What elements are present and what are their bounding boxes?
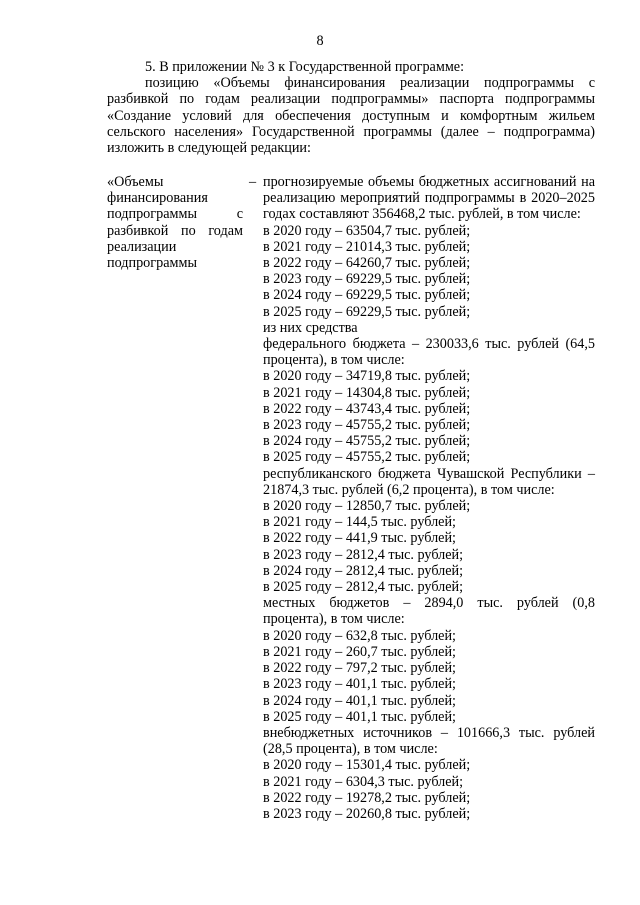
list-item: в 2023 году – 69229,5 тыс. рублей; <box>263 271 471 288</box>
position-label: «Объемы финансирования подпрограммы с разбивкой по годам реализации подпрограммы <box>107 174 243 272</box>
local-years-list <box>263 628 595 725</box>
republic-years-list <box>263 498 595 595</box>
list-item: в 2022 году – 64260,7 тыс. рублей; <box>263 255 471 272</box>
list-item: в 2020 году – 15301,4 тыс. рублей; <box>263 757 471 774</box>
list-item: в 2022 году – 797,2 тыс. рублей; <box>263 660 456 677</box>
list-item: в 2022 году – 19278,2 тыс. рублей; <box>263 789 471 806</box>
list-item: в 2023 году – 2812,4 тыс. рублей; <box>263 546 464 563</box>
federal-budget-text: федерального бюджета – 230033,6 тыс. рублей (64,5 процента), в том числе: <box>263 336 595 369</box>
list-item: в 2021 году – 144,5 тыс. рублей; <box>263 514 456 531</box>
extrabudget-years-list <box>263 757 595 822</box>
position-content <box>263 174 595 822</box>
list-item: в 2024 году – 45755,2 тыс. рублей; <box>263 433 471 450</box>
list-item: в 2025 году – 45755,2 тыс. рублей; <box>263 449 471 466</box>
local-budget-text: местных бюджетов – 2894,0 тыс. рублей (0,8 процента), в том числе: <box>263 595 595 628</box>
amendment-intro <box>107 59 595 156</box>
amendment-paragraph: позицию «Объемы финансирования реализации подпрограммы с разбивкой по годам реализации подпрограммы» паспорта подпрограммы «Создание условий для обеспечения доступным и комфортным жильем сельского населения» Государственной программы (далее – подпрограмма) изложить в следующей редакции: <box>107 75 595 157</box>
list-item: в 2023 году – 20260,8 тыс. рублей; <box>263 805 471 822</box>
list-item: в 2025 году – 2812,4 тыс. рублей; <box>263 579 464 596</box>
position-dash: – <box>249 174 257 190</box>
extrabudget-text: внебюджетных источников – 101666,3 тыс. рублей (28,5 процента), в том числе: <box>263 724 595 758</box>
of-which-text: из них средства <box>263 319 358 336</box>
list-item: в 2023 году – 45755,2 тыс. рублей; <box>263 417 471 434</box>
page-number: 8 <box>316 33 324 49</box>
list-item: в 2025 году – 401,1 тыс. рублей; <box>263 708 456 725</box>
list-item: в 2021 году – 21014,3 тыс. рублей; <box>263 238 471 255</box>
list-item: в 2024 году – 69229,5 тыс. рублей; <box>263 287 471 304</box>
list-item: в 2024 году – 2812,4 тыс. рублей; <box>263 562 464 579</box>
republic-budget-text: республиканского бюджета Чувашской Республики – 21874,3 тыс. рублей (6,2 процента), в том числе: <box>263 465 595 498</box>
list-item: в 2020 году – 63504,7 тыс. рублей; <box>263 222 471 239</box>
list-item: в 2023 году – 401,1 тыс. рублей; <box>263 676 456 693</box>
list-item: в 2024 году – 401,1 тыс. рублей; <box>263 692 456 709</box>
total-years-list <box>263 223 595 320</box>
list-item: в 2025 году – 69229,5 тыс. рублей; <box>263 303 471 320</box>
list-item: в 2020 году – 34719,8 тыс. рублей; <box>263 368 471 385</box>
total-funding-text: прогнозируемые объемы бюджетных ассигнований на реализацию мероприятий подпрограммы в 2020–2025 годах составляют 356468,2 тыс. рублей, в том числе: <box>263 174 595 223</box>
amendment-item-heading: 5. В приложении № 3 к Государственной программе: <box>145 59 465 75</box>
list-item: в 2022 году – 43743,4 тыс. рублей; <box>263 400 471 417</box>
list-item: в 2021 году – 14304,8 тыс. рублей; <box>263 384 471 401</box>
list-item: в 2020 году – 12850,7 тыс. рублей; <box>263 498 471 515</box>
federal-years-list <box>263 368 595 465</box>
list-item: в 2021 году – 6304,3 тыс. рублей; <box>263 773 464 790</box>
list-item: в 2021 году – 260,7 тыс. рублей; <box>263 643 456 660</box>
list-item: в 2020 году – 632,8 тыс. рублей; <box>263 627 456 644</box>
list-item: в 2022 году – 441,9 тыс. рублей; <box>263 530 456 547</box>
